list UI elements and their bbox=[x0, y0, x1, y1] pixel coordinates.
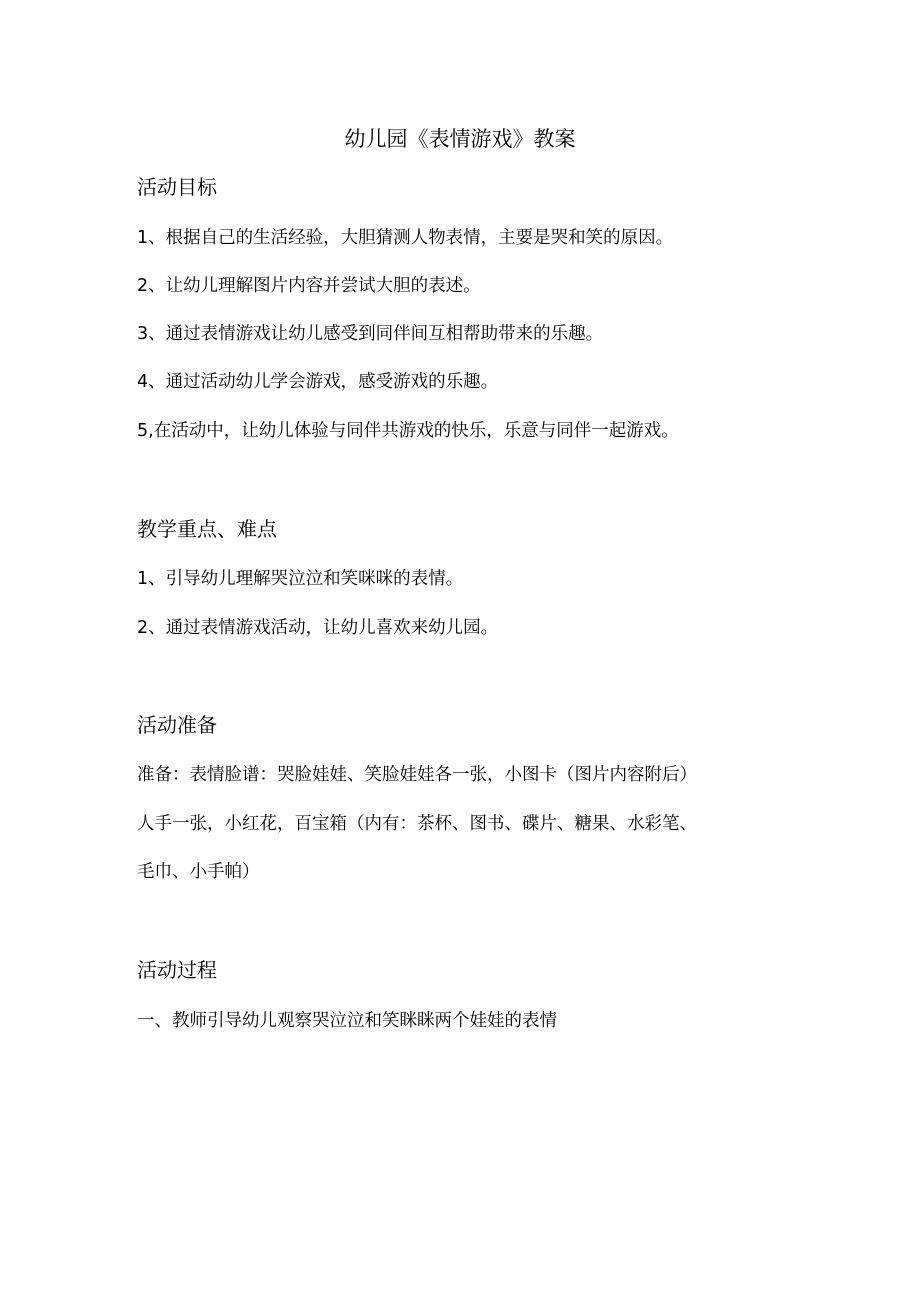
item-text: 、根据自己的生活经验，大胆猜测人物表情，主要是哭和笑的原因。 bbox=[148, 228, 674, 248]
item-text: 、通过表情游戏活动，让幼儿喜欢来幼儿园。 bbox=[148, 618, 499, 638]
preparation-line-1: 准备：表情脸谱：哭脸娃娃、笑脸娃娃各一张，小图卡（图片内容附后） bbox=[137, 765, 697, 785]
key-point-item-2 bbox=[137, 614, 498, 642]
item-number: 4 bbox=[137, 372, 149, 392]
item-number: 5, bbox=[137, 421, 154, 441]
section-heading-key-points: 教学重点、难点 bbox=[137, 517, 277, 541]
objective-item-3 bbox=[137, 320, 603, 348]
objective-item-1 bbox=[137, 224, 673, 252]
item-text: 、让幼儿理解图片内容并尝试大胆的表述。 bbox=[148, 276, 481, 296]
item-text: 在活动中，让幼儿体验与同伴共游戏的快乐，乐意与同伴一起游戏。 bbox=[153, 421, 679, 441]
preparation-line-2: 人手一张，小红花，百宝箱（内有：茶杯、图书、碟片、糖果、水彩笔、 bbox=[137, 814, 697, 834]
section-heading-objectives: 活动目标 bbox=[137, 175, 217, 199]
preparation-line-3: 毛巾、小手帕） bbox=[137, 862, 260, 882]
item-number: 2 bbox=[137, 276, 149, 296]
item-number: 3 bbox=[137, 324, 149, 344]
item-number: 2 bbox=[137, 618, 149, 638]
key-point-item-1 bbox=[137, 565, 463, 593]
item-text: 、通过表情游戏让幼儿感受到同伴间互相帮助带来的乐趣。 bbox=[148, 324, 604, 344]
section-heading-preparation: 活动准备 bbox=[137, 713, 217, 737]
item-text: 、引导幼儿理解哭泣泣和笑咪咪的表情。 bbox=[148, 569, 464, 589]
objective-item-4 bbox=[137, 368, 498, 396]
item-number: 1 bbox=[137, 228, 149, 248]
item-text: 、通过活动幼儿学会游戏，感受游戏的乐趣。 bbox=[148, 372, 499, 392]
section-heading-process: 活动过程 bbox=[137, 958, 217, 982]
objective-item-2 bbox=[137, 272, 481, 300]
objective-item-5 bbox=[137, 417, 679, 445]
document-title: 幼儿园《表情游戏》教案 bbox=[344, 127, 576, 151]
process-line-1: 一、教师引导幼儿观察哭泣泣和笑眯眯两个娃娃的表情 bbox=[137, 1011, 557, 1031]
item-number: 1 bbox=[137, 569, 149, 589]
